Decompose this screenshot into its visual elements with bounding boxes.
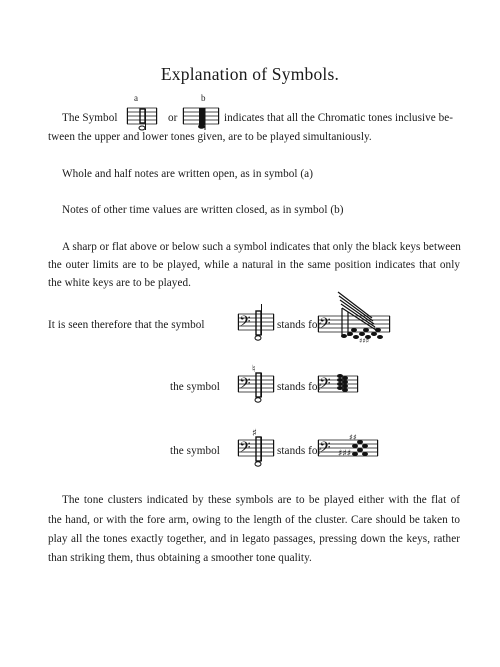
svg-text:♯♯♯: ♯♯♯ xyxy=(338,449,352,459)
svg-text:𝄢: 𝄢 xyxy=(239,439,251,460)
svg-text:𝄢: 𝄢 xyxy=(319,439,331,460)
whole-half-text: Whole and half notes are written open, as in symbol (a) xyxy=(62,168,313,180)
symbol-a-figure xyxy=(127,100,157,134)
example-1-symbol xyxy=(238,302,274,346)
svg-text:♯♯♯: ♯♯♯ xyxy=(359,337,370,345)
symbol-b-label: b xyxy=(201,93,206,103)
svg-text:♯♯: ♯♯ xyxy=(349,433,357,442)
symbol-a-label: a xyxy=(134,93,139,103)
example-2-lead: the symbol xyxy=(170,381,220,393)
natural-sign-icon: ♮ xyxy=(252,364,256,375)
closing-line-1: The tone clusters indicated by these symbols are to be played either with the flat of xyxy=(62,494,460,506)
svg-text:𝄢: 𝄢 xyxy=(319,315,331,336)
other-values-text: Notes of other time values are written closed, as in symbol (b) xyxy=(62,204,344,216)
svg-text:𝄢: 𝄢 xyxy=(239,375,251,396)
symbol-trail-text: indicates that all the Chromatic tones inclusive be- xyxy=(224,112,454,124)
example-1-cluster xyxy=(318,290,390,348)
bass-clef-icon: 𝄢 xyxy=(239,313,251,334)
example-3-lead: the symbol xyxy=(170,445,220,457)
example-1-stands-for: stands for xyxy=(277,319,322,331)
or-text: or xyxy=(168,112,178,124)
sharp-sign-icon: ♯ xyxy=(252,428,257,439)
example-2-stands-for: stands for xyxy=(277,381,322,393)
example-1-lead: It is seen therefore that the symbol xyxy=(48,319,205,331)
example-2-symbol xyxy=(238,362,274,406)
example-3-stands-for: stands for xyxy=(277,445,322,457)
example-3-cluster xyxy=(318,426,378,470)
symbol-line-2: tween the upper and lower tones given, are to be played simultaniously. xyxy=(48,131,372,143)
symbol-lead-text: The Symbol xyxy=(62,112,118,124)
example-2-cluster xyxy=(318,362,358,406)
symbol-b-figure xyxy=(183,100,219,134)
closing-line-4: than striking them, thus obtaining a smoother tone quality. xyxy=(48,552,312,564)
sharp-flat-line-3: the white keys are to be played. xyxy=(48,277,191,289)
example-3-symbol xyxy=(238,426,274,470)
closing-line-3: play all the tones exactly together, and in legato passages, pressing down the keys, rather xyxy=(48,533,460,545)
sharp-flat-line-1: A sharp or flat above or below such a symbol indicates that only the black keys between xyxy=(62,241,461,253)
closing-line-2: the hand, or with the fore arm, owing to the length of the cluster. Care should be taken to xyxy=(48,514,460,526)
sharp-flat-line-2: the outer limits are to be played, while a natural in the same position indicates that only xyxy=(48,259,460,271)
page-title: Explanation of Symbols. xyxy=(160,64,340,84)
svg-text:𝄢: 𝄢 xyxy=(319,375,331,396)
